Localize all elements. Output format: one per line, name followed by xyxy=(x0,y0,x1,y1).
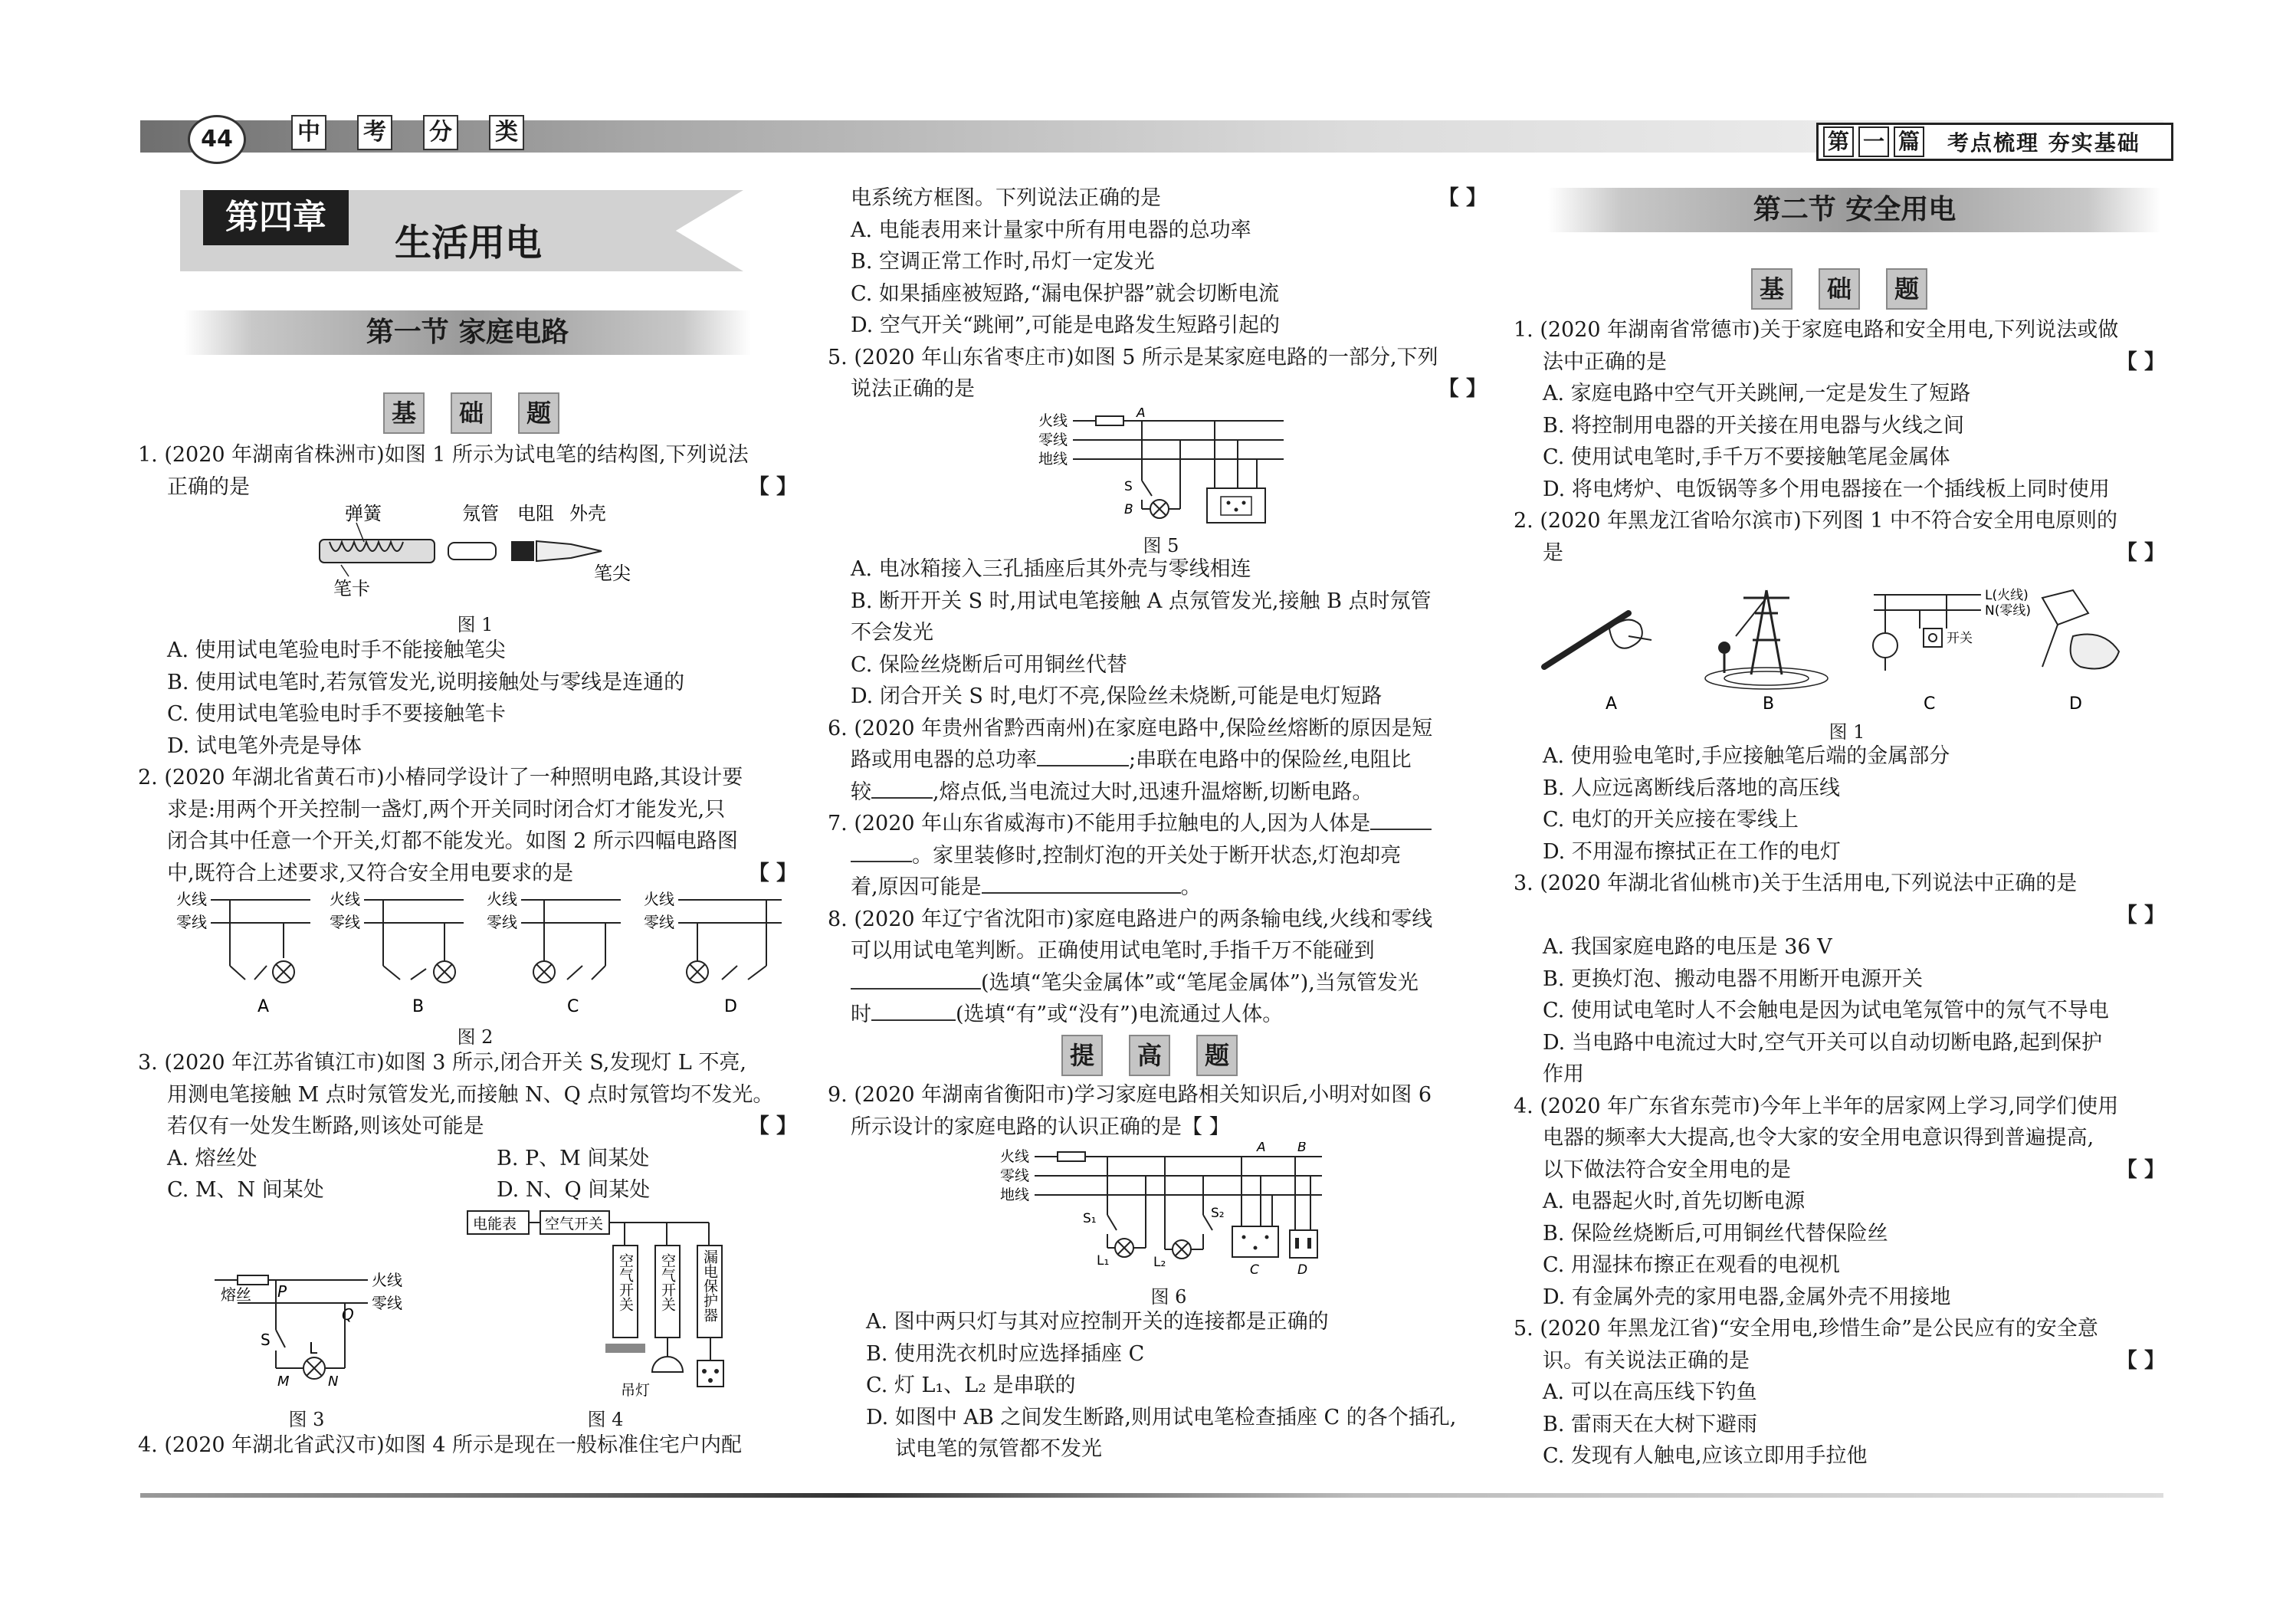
svg-text:B: B xyxy=(1124,502,1133,517)
column-2-q9opts xyxy=(866,1306,1487,1466)
svg-text:零线: 零线 xyxy=(330,913,360,931)
svg-text:B: B xyxy=(1297,1142,1307,1155)
fig-label: 氖管 xyxy=(462,503,499,524)
svg-text:P: P xyxy=(277,1282,287,1301)
scene-B xyxy=(1705,590,1828,689)
question-stem: 5. (2020 年黑龙江省)“安全用电,珍惜生命”是公民应有的安全意 xyxy=(1514,1317,2098,1341)
option: D. 当电路中电流过大时,空气开关可以自动切断电路,起到保护 xyxy=(1543,1030,2103,1055)
svg-text:S₂: S₂ xyxy=(1211,1206,1225,1221)
circuit-A xyxy=(176,890,310,1016)
svg-text:L₁: L₁ xyxy=(1097,1253,1110,1269)
svg-text:S₁: S₁ xyxy=(1083,1211,1097,1226)
chapter-title: 生活用电 xyxy=(395,222,543,264)
option: A. 电冰箱接入三孔插座后其外壳与零线相连 xyxy=(851,557,1251,581)
svg-text:地线: 地线 xyxy=(1000,1187,1030,1203)
svg-text:开关: 开关 xyxy=(1947,631,1973,646)
option: C. 用湿抹布擦正在观看的电视机 xyxy=(1543,1253,1840,1277)
figure-caption: 图 6 xyxy=(1150,1286,1187,1308)
option: A. 电器起火时,首先切断电源 xyxy=(1543,1190,1806,1213)
question-stem: 4. (2020 年广东省东莞市)今年上半年的居家网上学习,同学们使用 xyxy=(1514,1094,2119,1118)
svg-text:D: D xyxy=(2069,694,2082,713)
svg-text:L(火线): L(火线) xyxy=(1985,588,2029,603)
option: A. 使用试电笔验电时手不能接触笔尖 xyxy=(167,638,506,662)
svg-text:C: C xyxy=(1924,694,1936,713)
column-1-q4 xyxy=(138,1429,797,1462)
svg-text:D: D xyxy=(1297,1262,1308,1276)
option: B. 更换灯泡、搬动电器不用断开电源开关 xyxy=(1543,967,1924,991)
circuit-B xyxy=(330,890,464,1016)
part-char: 第 xyxy=(1823,126,1854,157)
question-line: 时 (选填“有”或“没有”)电流通过人体。 xyxy=(851,1003,1284,1026)
label-char: 础 xyxy=(1819,268,1860,310)
option: C. 使用试电笔时人不会触电是因为试电笔氖管中的氖气不导电 xyxy=(1543,999,2109,1022)
fig-label: 电阻 xyxy=(517,503,554,524)
label-char: 基 xyxy=(383,392,425,434)
option: A. 图中两只灯与其对应控制开关的连接都是正确的 xyxy=(866,1310,1329,1334)
question-line: (选填“笔尖金属体”或“笔尾金属体”),当氖管发光 xyxy=(851,967,1487,999)
figure-safety-scenes xyxy=(1537,583,2150,713)
column-3 xyxy=(1514,314,2165,569)
series-char: 分 xyxy=(423,115,458,150)
svg-text:熔丝: 熔丝 xyxy=(221,1285,251,1304)
label-char: 提 xyxy=(1061,1035,1103,1076)
option: A. 电能表用来计量家中所有用电器的总功率 xyxy=(851,218,1251,242)
svg-text:A: A xyxy=(257,997,270,1016)
option: D. 闭合开关 S 时,电灯不亮,保险丝未烧断,可能是电灯短路 xyxy=(851,684,1383,708)
series-title xyxy=(291,115,524,150)
option: C. 使用试电笔时,手千万不要接触笔尾金属体 xyxy=(1543,445,1950,469)
svg-text:B: B xyxy=(1763,694,1775,713)
basic-label xyxy=(1751,268,1927,310)
question-stem: 说法正确的是 【 】 xyxy=(851,377,1487,401)
svg-text:L: L xyxy=(309,1339,318,1357)
scene-A xyxy=(1544,613,1651,713)
option: C. 发现有人触电,应该立即用手拉他 xyxy=(1543,1444,1868,1468)
option: 试电笔的氖管都不发光 xyxy=(895,1437,1102,1461)
option: B. 使用试电笔时,若氖管发光,说明接触处与零线是连通的 xyxy=(167,670,685,694)
svg-text:空气开关: 空气开关 xyxy=(659,1253,676,1311)
svg-text:零线: 零线 xyxy=(1038,432,1068,448)
question-stem: 3. (2020 年江苏省镇江市)如图 3 所示,闭合开关 S,发现灯 L 不亮, xyxy=(138,1051,747,1075)
option: D. 不用湿布擦拭正在工作的电灯 xyxy=(1543,839,1841,864)
advanced-label xyxy=(1061,1035,1238,1076)
question-stem: 中,既符合上述要求,又符合安全用电要求的是 【 】 xyxy=(167,861,797,885)
question-line: 。家里装修时,控制灯泡的开关处于断开状态,灯泡却亮 xyxy=(851,840,1487,872)
option: A. 可以在高压线下钓鱼 xyxy=(1543,1380,1757,1404)
option: C. 如果插座被短路,“漏电保护器”就会切断电流 xyxy=(851,281,1280,306)
svg-text:N(零线): N(零线) xyxy=(1985,603,2031,619)
svg-text:L₂: L₂ xyxy=(1153,1255,1166,1270)
question-stem: 电器的频率大大提高,也令大家的安全用电意识得到普遍提高, xyxy=(1543,1126,2094,1150)
column-2 xyxy=(828,182,1487,405)
label-char: 础 xyxy=(451,392,492,434)
label-char: 题 xyxy=(518,392,559,434)
column-1-q3 xyxy=(138,1047,797,1206)
svg-text:M: M xyxy=(277,1374,290,1387)
option: C. 灯 L₁、L₂ 是串联的 xyxy=(866,1374,1076,1397)
question-stem: 正确的是 【 】 xyxy=(167,474,797,499)
question-line: 较 ,熔点低,当电流过大时,迅速升温熔断,切断电路。 xyxy=(851,780,1373,804)
question-stem: 9. (2020 年湖南省衡阳市)学习家庭电路相关知识后,小明对如图 6 xyxy=(828,1083,1432,1107)
figure-6-circuit xyxy=(1000,1142,1322,1276)
part-title xyxy=(1816,123,2173,161)
option: B. 人应远离断线后落地的高压线 xyxy=(1543,776,1841,800)
basic-label xyxy=(383,392,559,434)
option: A. 使用验电笔时,手应接触笔后端的金属部分 xyxy=(1543,744,1950,768)
option: D. 试电笔外壳是导体 xyxy=(167,734,362,758)
series-char: 中 xyxy=(291,115,326,150)
option-row: A. 熔丝处 B. P、M 间某处 xyxy=(167,1146,650,1170)
question-line: 着,原因可能是 。 xyxy=(851,875,1202,899)
question-stem: 8. (2020 年辽宁省沈阳市)家庭电路进户的两条输电线,火线和零线 xyxy=(828,907,1433,931)
svg-text:火线: 火线 xyxy=(644,890,674,908)
question-bracket: 【 】 xyxy=(2116,903,2165,927)
svg-text:零线: 零线 xyxy=(176,913,207,931)
option: 不会发光 xyxy=(851,621,933,645)
question-stem: 是 【 】 xyxy=(1543,540,2165,565)
option: A. 我国家庭电路的电压是 36 V xyxy=(1543,935,1832,959)
svg-text:零线: 零线 xyxy=(644,913,674,931)
option: 作用 xyxy=(1543,1062,1584,1086)
column-3-cont xyxy=(1514,740,2165,1472)
circuit-C xyxy=(487,890,621,1016)
svg-text:电能表: 电能表 xyxy=(473,1216,517,1232)
svg-text:C: C xyxy=(1250,1262,1259,1276)
section-title: 第一节 家庭电路 xyxy=(184,310,751,355)
label-char: 高 xyxy=(1129,1035,1170,1076)
page-number: 44 xyxy=(188,115,246,164)
question-stem: 所示设计的家庭电路的认识正确的是【 】 xyxy=(851,1114,1230,1139)
label-char: 题 xyxy=(1886,268,1927,310)
figure-caption: 图 1 xyxy=(1829,721,1865,743)
question-stem: 若仅有一处发生断路,则该处可能是 【 】 xyxy=(167,1114,797,1138)
fig-label: 弹簧 xyxy=(345,503,382,524)
option: B. 将控制用电器的开关接在用电器与火线之间 xyxy=(1543,413,1965,438)
question-stem: 4. (2020 年湖北省武汉市)如图 4 所示是现在一般标准住宅户内配 xyxy=(138,1433,743,1457)
svg-text:火线: 火线 xyxy=(176,890,207,908)
option: C. 保险丝烧断后可用铜丝代替 xyxy=(851,652,1127,677)
fig-label: 外壳 xyxy=(569,503,606,524)
svg-text:A: A xyxy=(1606,694,1618,713)
question-stem: 法中正确的是 【 】 xyxy=(1543,350,2165,374)
question-stem: 以下做法符合安全用电的是 【 】 xyxy=(1543,1157,2165,1182)
svg-text:A: A xyxy=(1137,408,1146,421)
option: D. 将电烤炉、电饭锅等多个用电器接在一个插线板上同时使用 xyxy=(1543,477,2110,501)
svg-text:S: S xyxy=(261,1331,271,1349)
svg-text:地线: 地线 xyxy=(1038,451,1068,468)
svg-text:D: D xyxy=(724,997,737,1016)
scene-C xyxy=(1763,588,2031,713)
svg-text:火线: 火线 xyxy=(1000,1148,1030,1165)
fig-label: 笔卡 xyxy=(333,578,370,599)
option: B. 保险丝烧断后,可用铜丝代替保险丝 xyxy=(1543,1221,1888,1246)
option: C. 电灯的开关应接在零线上 xyxy=(1543,808,1799,832)
part-char: 一 xyxy=(1858,126,1889,157)
series-char: 考 xyxy=(357,115,392,150)
svg-text:N: N xyxy=(328,1374,339,1387)
label-char: 题 xyxy=(1196,1035,1238,1076)
svg-text:A: A xyxy=(1257,1142,1266,1155)
svg-text:火线: 火线 xyxy=(1038,412,1068,429)
column-1-cont xyxy=(138,635,797,889)
figure-caption: 图 3 xyxy=(288,1409,325,1430)
figure-3-circuit xyxy=(207,1257,421,1387)
chapter-tag: 第四章 xyxy=(203,190,349,245)
question-stem: 闭合其中任意一个开关,灯都不能发光。如图 2 所示四幅电路图 xyxy=(167,829,738,853)
option: B. 断开开关 S 时,用试电笔接触 A 点氖管发光,接触 B 点时氖管 xyxy=(851,589,1432,613)
svg-text:漏电保护器: 漏电保护器 xyxy=(701,1249,718,1322)
option: C. 使用试电笔验电时手不要接触笔卡 xyxy=(167,702,506,726)
figure-caption: 图 1 xyxy=(457,614,494,635)
option: B. 使用洗衣机时应选择插座 C xyxy=(866,1341,1145,1366)
question-line: 可以用试电笔判断。正确使用试电笔时,手指千万不能碰到 xyxy=(851,939,1375,963)
label-char: 基 xyxy=(1751,268,1793,310)
question-stem: 7. (2020 年山东省威海市)不能用手拉触电的人,因为人体是 xyxy=(828,808,1487,840)
svg-text:Q: Q xyxy=(342,1305,354,1324)
question-stem: 识。有关说法正确的是 【 】 xyxy=(1543,1348,2165,1373)
figure-5-circuit xyxy=(1038,408,1291,530)
figure-caption: 图 5 xyxy=(1143,535,1179,556)
option: B. 雷雨天在大树下避雨 xyxy=(1543,1412,1758,1436)
svg-text:火线: 火线 xyxy=(330,890,360,908)
scene-D xyxy=(2042,590,2119,713)
svg-text:C: C xyxy=(567,997,579,1016)
svg-text:空气开关: 空气开关 xyxy=(545,1216,604,1232)
question-stem: 1. (2020 年湖南省常德市)关于家庭电路和安全用电,下列说法或做 xyxy=(1514,318,2119,342)
svg-text:零线: 零线 xyxy=(1000,1167,1030,1184)
column-1 xyxy=(138,439,797,503)
option: D. 有金属外壳的家用电器,金属外壳不用接地 xyxy=(1543,1285,1951,1309)
part-char: 篇 xyxy=(1894,126,1924,157)
column-2-q9 xyxy=(828,1079,1487,1143)
question-stem: 6. (2020 年贵州省黔西南州)在家庭电路中,保险丝熔断的原因是短 xyxy=(828,716,1433,740)
question-stem: 用测电笔接触 M 点时氖管发光,而接触 N、Q 点时氖管均不发光。 xyxy=(167,1082,774,1107)
svg-text:火线: 火线 xyxy=(372,1271,402,1289)
option: D. 空气开关“跳闸”,可能是电路发生短路引起的 xyxy=(851,313,1281,337)
question-stem: 3. (2020 年湖北省仙桃市)关于生活用电,下列说法中正确的是 xyxy=(1514,871,2078,895)
svg-text:火线: 火线 xyxy=(487,890,517,908)
svg-text:吊灯: 吊灯 xyxy=(621,1382,651,1399)
question-stem: 5. (2020 年山东省枣庄市)如图 5 所示是某家庭电路的一部分,下列 xyxy=(828,345,1438,369)
svg-text:S: S xyxy=(1124,479,1133,494)
question-stem: 2. (2020 年黑龙江省哈尔滨市)下列图 1 中不符合安全用电原则的 xyxy=(1514,509,2118,533)
series-char: 类 xyxy=(489,115,524,150)
option: D. 如图中 AB 之间发生断路,则用试电笔检查插座 C 的各个插孔, xyxy=(866,1405,1457,1429)
section-title: 第二节 安全用电 xyxy=(1548,188,2161,232)
footer-rule xyxy=(140,1493,2163,1498)
svg-text:B: B xyxy=(412,997,425,1016)
option: B. 空调正常工作时,吊灯一定发光 xyxy=(851,250,1155,274)
svg-text:空气开关: 空气开关 xyxy=(617,1253,634,1311)
figure-test-pen xyxy=(310,500,655,607)
figure-four-circuits xyxy=(169,889,797,1019)
figure-caption: 图 2 xyxy=(457,1026,494,1048)
column-2-q5opts xyxy=(828,553,1487,1031)
figure-4-wiring xyxy=(464,1207,724,1399)
option: A. 家庭电路中空气开关跳闸,一定是发生了短路 xyxy=(1543,382,1971,405)
question-stem: 电系统方框图。下列说法正确的是 【 】 xyxy=(851,186,1487,210)
fig-label: 笔尖 xyxy=(594,563,631,584)
question-stem: 求是:用两个开关控制一盏灯,两个开关同时闭合灯才能发光,只 xyxy=(167,797,726,822)
figure-caption: 图 4 xyxy=(587,1409,624,1430)
question-stem: 2. (2020 年湖北省黄石市)小椿同学设计了一种照明电路,其设计要 xyxy=(138,766,743,789)
question-stem: 1. (2020 年湖南省株洲市)如图 1 所示为试电笔的结构图,下列说法 xyxy=(138,443,749,467)
circuit-D xyxy=(644,890,782,1016)
svg-text:零线: 零线 xyxy=(372,1294,402,1312)
option-row: C. M、N 间某处 D. N、Q 间某处 xyxy=(167,1178,651,1202)
question-line: 路或用电器的总功率 ;串联在电路中的保险丝,电阻比 xyxy=(851,748,1412,772)
svg-text:零线: 零线 xyxy=(487,913,517,931)
part-subtitle: 考点梳理 夯实基础 xyxy=(1947,130,2140,156)
